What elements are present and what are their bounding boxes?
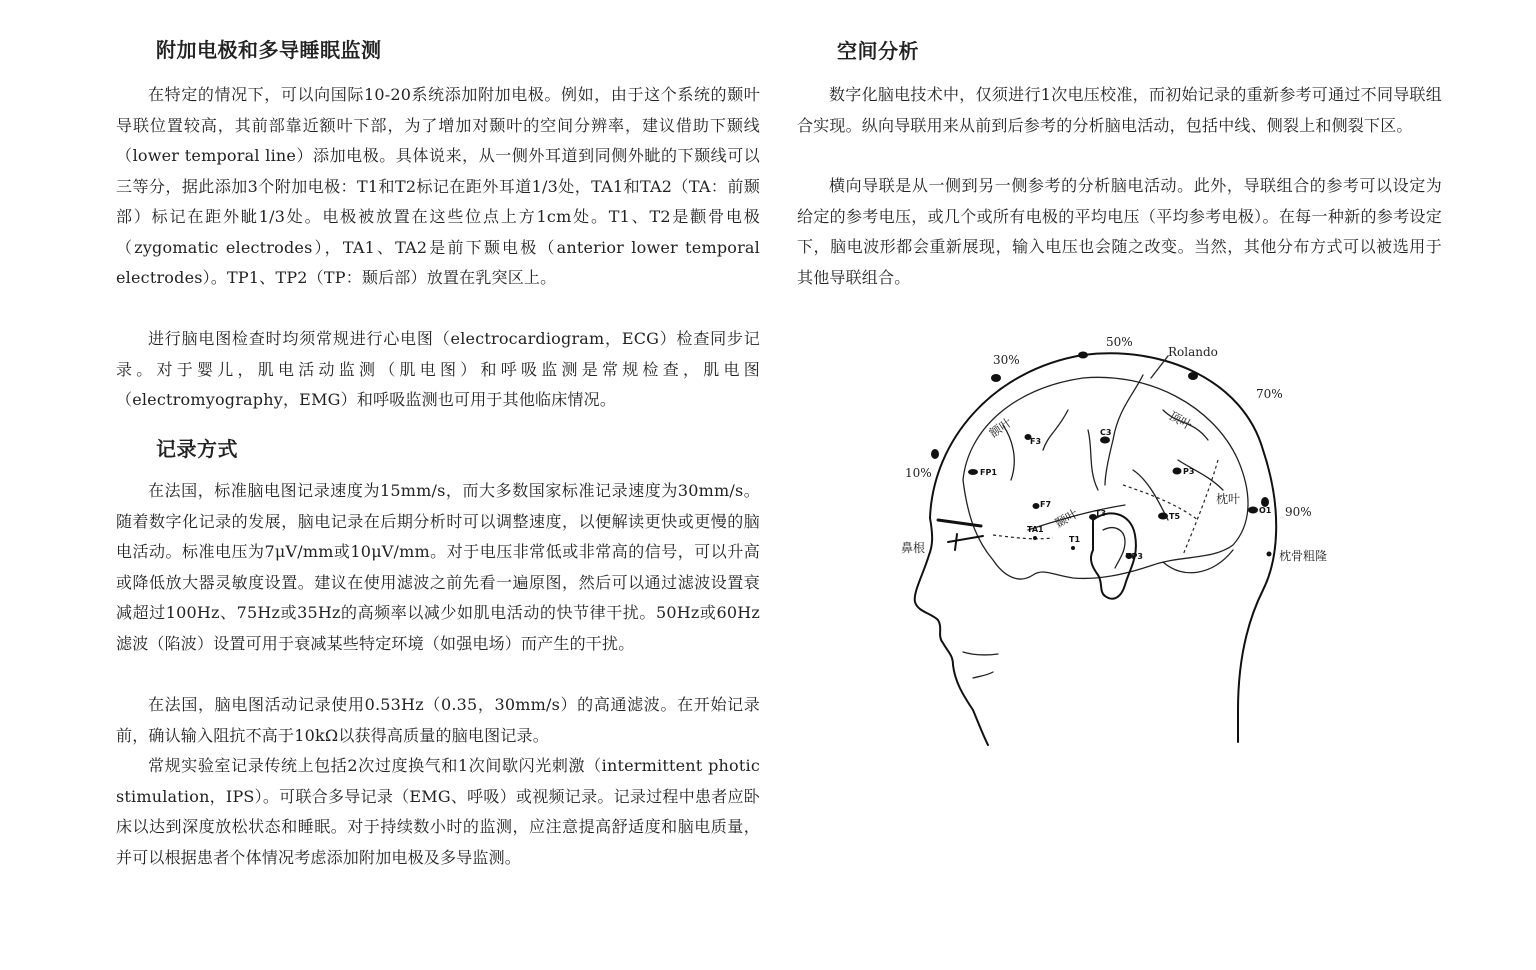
section-title-extra-electrodes: 附加电极和多导睡眠监测 (156, 38, 382, 62)
marker-70pct (1188, 372, 1198, 380)
gyrus-line-1 (1043, 410, 1068, 450)
electrode-label-t3: T3 (1095, 509, 1107, 518)
electrode-fp1 (968, 469, 978, 475)
electrode-label-tp3: TP3 (1126, 552, 1143, 561)
electrode-c3 (1100, 437, 1110, 444)
electrode-label-t1: T1 (1069, 535, 1081, 544)
electrode-label-f3: F3 (1030, 437, 1042, 446)
head-outline (930, 353, 1276, 742)
label-temporal-lobe: 颞叶 (1052, 506, 1081, 531)
electrode-label-t5: T5 (1169, 512, 1181, 521)
label-30pct: 30% (993, 353, 1020, 367)
label-frontal-lobe: 额叶 (986, 415, 1015, 441)
lower-temporal-line (993, 535, 1053, 539)
ear-inner (1103, 528, 1125, 568)
label-rolando: Rolando (1168, 345, 1218, 359)
label-parietal-lobe: 顶叶 (1166, 408, 1195, 433)
paragraph-routine: 常规实验室记录传统上包括2次过度换气和1次间歇闪光刺激（intermittent photic stimulation，IPS）。可联合多导记录（EMG、呼吸）或视频记录。记录过程中患者应卧床以达到深度放松状态和睡眠。对于持续数小时的监测，应注意提高舒适度和脑电质量，并可以根据患者个体情况考虑添加附加电极及多导监测。 (116, 756, 760, 867)
head-diagram (893, 330, 1328, 750)
nasion-cross (948, 534, 983, 550)
electrode-label-f7: F7 (1040, 500, 1052, 509)
section-title-spatial: 空间分析 (837, 39, 919, 63)
label-nasion: 鼻根 (901, 541, 926, 555)
label-occipital-lobe: 枕叶 (1216, 492, 1241, 506)
electrode-t5 (1158, 513, 1168, 520)
gyrus-line-5 (1133, 470, 1168, 520)
nasion-line (938, 520, 981, 526)
electrode-o1 (1248, 507, 1258, 514)
paragraph-ecg: 进行脑电图检查时均须常规进行心电图（electrocardiogram，ECG）检查同步记录。对于婴儿，肌电活动监测（肌电图）和呼吸监测是常规检查，肌电图（electromyography，EMG）和呼吸监测也可用于其他临床情况。 (116, 329, 760, 409)
electrode-f7 (1033, 503, 1040, 509)
electrode-label-c3: C3 (1100, 428, 1112, 437)
cerebellum-outline (1163, 550, 1233, 573)
marker-50pct (1078, 352, 1088, 359)
electrode-ta1 (1033, 536, 1037, 540)
electrode-label-ta1: TA1 (1027, 525, 1044, 534)
label-70pct: 70% (1256, 387, 1283, 401)
electrode-p3 (1173, 468, 1182, 475)
marker-30pct (991, 374, 1001, 382)
marker-10pct (931, 449, 939, 459)
paragraph-spatial-2: 横向导联是从一侧到另一侧参考的分析脑电活动。此外，导联组合的参考可以设定为给定的参考电压，或几个或所有电极的平均电压（平均参考电极）。在每一种新的参考设定下，脑电波形都会重新展现，输入电压也会随之改变。当然，其他分布方式可以被选用于其他导联组合。 (797, 176, 1442, 287)
label-50pct: 50% (1106, 335, 1133, 349)
paragraph-extra-electrodes: 在特定的情况下，可以向国际10-20系统添加附加电极。例如，由于这个系统的颞叶导联位置较高，其前部靠近额叶下部，为了增加对颞叶的空间分辨率，建议借助下颞线（lower temporal line）添加电极。具体说来，从一侧外耳道到同侧外眦的下颞线可以三等分，据此添加3个附加电极：T1和T2标记在距外耳道1/3处，TA1和TA2（TA：前颞部）标记在距外眦1/3处。电极被放置在这些位点上方1cm处。T1、T2是颧骨电极（zygomatic electrodes），TA1、TA2是前下颞电极（anterior lower temporal electrodes）。TP1、TP2（TP：颞后部）放置在乳突区上。 (116, 85, 760, 287)
label-10pct: 10% (905, 466, 932, 480)
electrode-label-o1: O1 (1259, 506, 1272, 515)
gyrus-line-2 (1088, 430, 1098, 490)
paragraph-recording-speed: 在法国，标准脑电图记录速度为15mm/s，而大多数国家标准记录速度为30mm/s。随着数字化记录的发展，脑电记录在后期分析时可以调整速度，以便解读更快或更慢的脑电活动。标准电压为7μV/mm或10μV/mm。对于电压非常低或非常高的信号，可以升高或降低放大器灵敏度设置。建议在使用滤波之前先看一遍原图，然后可以通过滤波设置衰减超过100Hz、75Hz或35Hz的高频率以减少如肌电活动的快节律干扰。50Hz或60Hz滤波（陷波）设置可用于衰减某些特定环境（如强电场）而产生的干扰。 (116, 481, 760, 653)
marker-inion (1267, 552, 1272, 557)
label-90pct: 90% (1285, 505, 1312, 519)
electrode-placement-figure (893, 330, 1328, 750)
paragraph-high-pass: 在法国，脑电图活动记录使用0.53Hz（0.35，30mm/s）的高通滤波。在开始记录前，确认输入阻抗不高于10kΩ以获得高质量的脑电图记录。 (116, 695, 760, 745)
electrode-t1 (1071, 546, 1075, 550)
electrode-label-fp1: FP1 (980, 468, 997, 477)
face-profile (915, 518, 988, 745)
paragraph-spatial-1: 数字化脑电技术中，仅须进行1次电压校准，而初始记录的重新参考可通过不同导联组合实现。纵向导联用来从前到后参考的分析脑电活动，包括中线、侧裂上和侧裂下区。 (797, 85, 1442, 135)
electrode-label-p3: P3 (1183, 467, 1195, 476)
mouth-line (963, 652, 998, 655)
section-title-recording: 记录方式 (156, 437, 238, 461)
label-inion: 枕骨粗隆 (1279, 549, 1328, 563)
lip-line (973, 672, 993, 678)
